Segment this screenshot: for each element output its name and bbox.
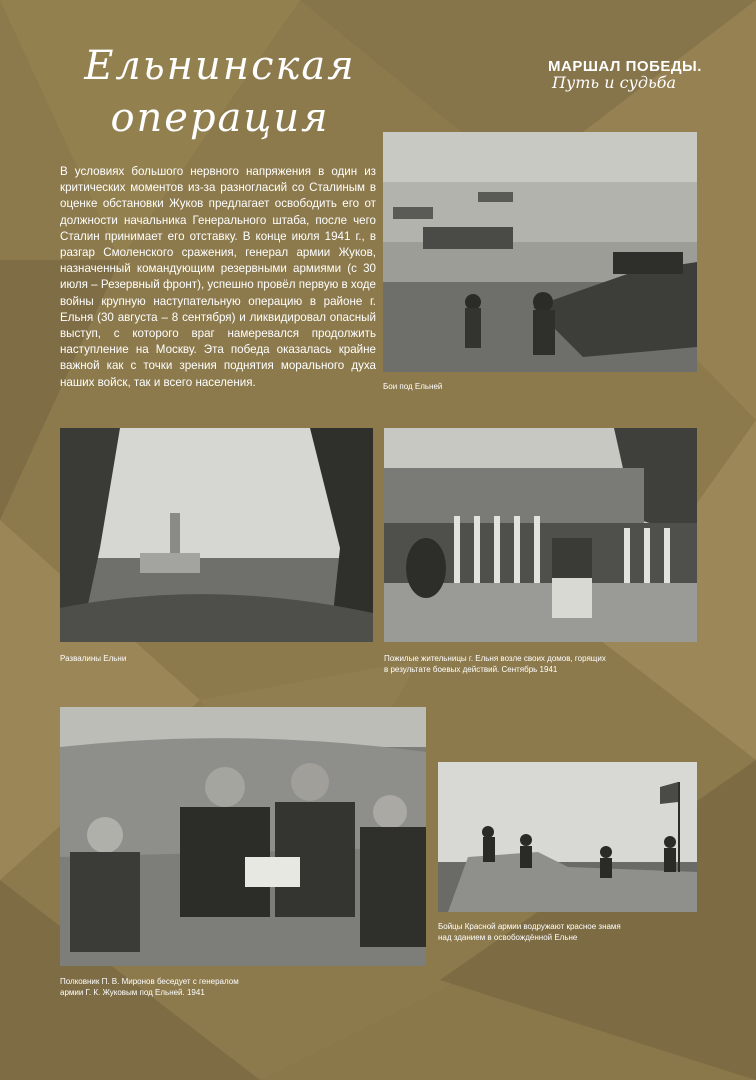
photo-caption — [438, 922, 621, 943]
caption-line: армии Г. К. Жуковым под Ельней. 1941 — [60, 987, 205, 997]
page-title — [60, 40, 380, 144]
title-line-2: операция — [110, 95, 330, 141]
photo-caption: Бои под Ельней — [383, 382, 443, 391]
photo-caption — [384, 654, 606, 675]
caption-line: Полковник П. В. Миронов беседует с генералом — [60, 977, 239, 986]
caption-line: Бойцы Красной армии водружают красное знамя — [438, 922, 621, 931]
photo-mironov-and-zhukov — [60, 707, 426, 966]
brand-sub-text: Путь и судьба — [552, 73, 676, 92]
brand-logo — [548, 58, 708, 92]
body-text: В условиях большого нервного напряжения в один из критических моментов из-за разногласий со Сталиным в оценке обстановки Жуков предлагает освободить его от должности начальника Генерального штаба, после чего Сталин принимает его отставку. В конце июля 1941 г., в разгар Смоленского сражения, генерал армии Жуков, назначенный командующим резервными армиями (с 30 июля – Резервный фронт), успешно провёл первую в ходе войны крупную наступательную операцию в районе г. Ельня (30 августа – 8 сентября) и ликвидировал опасный выступ, с которого враг намеревался продолжить наступление на Москву. Эта победа оказалась крайне важной как с точки зрения поднятия морального духа наших войск, так и всего населения. — [60, 165, 376, 389]
photo-caption: Развалины Ельни — [60, 654, 127, 663]
title-line-1: Ельнинская — [84, 43, 356, 89]
caption-line: в результате боевых действий. Сентябрь 1941 — [384, 664, 558, 674]
photo-caption — [60, 977, 239, 998]
photo-elderly-women-burning-houses — [384, 428, 697, 642]
photo-ruins-of-yelnya — [60, 428, 373, 642]
caption-line: Пожилые жительницы г. Ельня возле своих домов, горящих — [384, 654, 606, 663]
brand-main-text: МАРШАЛ ПОБЕДЫ. — [548, 58, 702, 75]
photo-raising-red-flag — [438, 762, 697, 912]
caption-line: над зданием в освобождённой Ельне — [438, 932, 578, 942]
photo-battle-near-yelnya — [383, 132, 697, 372]
